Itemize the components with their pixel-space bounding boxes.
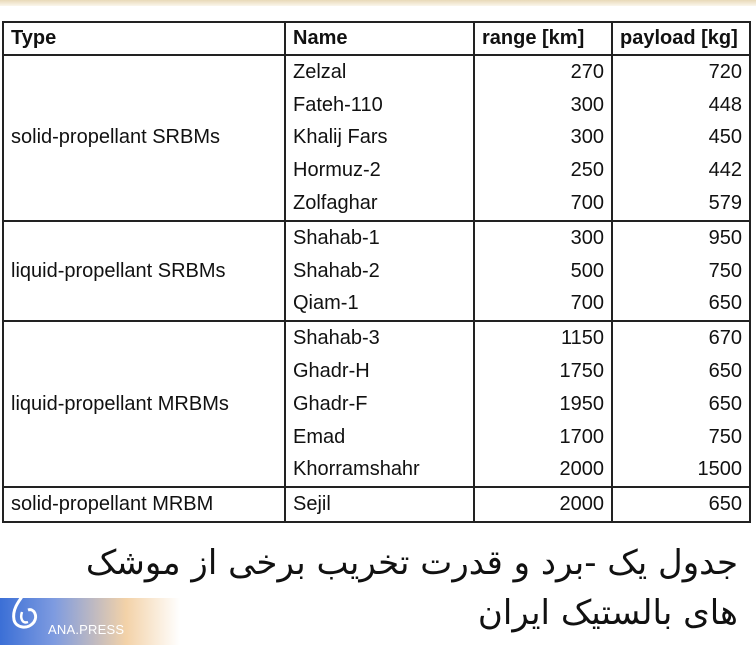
- name-cell: Fateh-110: [285, 89, 474, 122]
- ana-press-watermark: [0, 598, 180, 645]
- range-cell: 2000: [474, 487, 612, 522]
- name-cell: Khalij Fars: [285, 122, 474, 155]
- name-cell: Sejil: [285, 487, 474, 522]
- range-cell: 1950: [474, 388, 612, 421]
- range-cell: 2000: [474, 454, 612, 488]
- top-border-band: [0, 0, 756, 6]
- name-cell: Emad: [285, 421, 474, 454]
- range-cell: 300: [474, 122, 612, 155]
- type-cell: liquid-propellant MRBMs: [3, 321, 285, 487]
- payload-cell: 650: [612, 487, 750, 522]
- header-type: Type: [3, 22, 285, 55]
- range-cell: 300: [474, 221, 612, 255]
- payload-cell: 442: [612, 154, 750, 187]
- payload-cell: 720: [612, 55, 750, 89]
- ana-logo-icon: [8, 592, 40, 632]
- name-cell: Zelzal: [285, 55, 474, 89]
- table-header-row: [3, 22, 750, 55]
- type-cell: solid-propellant MRBM: [3, 487, 285, 522]
- caption-line-1: جدول یک -برد و قدرت تخریب برخی از موشک: [85, 543, 738, 583]
- name-cell: Zolfaghar: [285, 187, 474, 221]
- header-name: Name: [285, 22, 474, 55]
- range-cell: 500: [474, 255, 612, 288]
- payload-cell: 650: [612, 388, 750, 421]
- name-cell: Shahab-1: [285, 221, 474, 255]
- range-cell: 700: [474, 288, 612, 322]
- name-cell: Khorramshahr: [285, 454, 474, 488]
- range-cell: 300: [474, 89, 612, 122]
- watermark-text: ANA.PRESS: [48, 622, 125, 637]
- name-cell: Ghadr-H: [285, 355, 474, 388]
- payload-cell: 448: [612, 89, 750, 122]
- type-cell: solid-propellant SRBMs: [3, 55, 285, 221]
- payload-cell: 670: [612, 321, 750, 355]
- name-cell: Shahab-2: [285, 255, 474, 288]
- missile-table: [2, 21, 751, 523]
- header-range: range [km]: [474, 22, 612, 55]
- header-payload: payload [kg]: [612, 22, 750, 55]
- range-cell: 1700: [474, 421, 612, 454]
- table-body: [3, 55, 750, 522]
- name-cell: Shahab-3: [285, 321, 474, 355]
- table-row: [3, 321, 750, 355]
- name-cell: Ghadr-F: [285, 388, 474, 421]
- caption: [86, 538, 738, 638]
- payload-cell: 650: [612, 355, 750, 388]
- range-cell: 1150: [474, 321, 612, 355]
- range-cell: 270: [474, 55, 612, 89]
- caption-line-2: های بالستیک ایران: [477, 593, 738, 633]
- name-cell: Hormuz-2: [285, 154, 474, 187]
- payload-cell: 450: [612, 122, 750, 155]
- payload-cell: 1500: [612, 454, 750, 488]
- payload-cell: 750: [612, 255, 750, 288]
- range-cell: 700: [474, 187, 612, 221]
- payload-cell: 650: [612, 288, 750, 322]
- payload-cell: 750: [612, 421, 750, 454]
- table-row: [3, 487, 750, 522]
- range-cell: 250: [474, 154, 612, 187]
- name-cell: Qiam-1: [285, 288, 474, 322]
- range-cell: 1750: [474, 355, 612, 388]
- type-cell: liquid-propellant SRBMs: [3, 221, 285, 321]
- table-row: [3, 55, 750, 89]
- payload-cell: 579: [612, 187, 750, 221]
- table-row: [3, 221, 750, 255]
- payload-cell: 950: [612, 221, 750, 255]
